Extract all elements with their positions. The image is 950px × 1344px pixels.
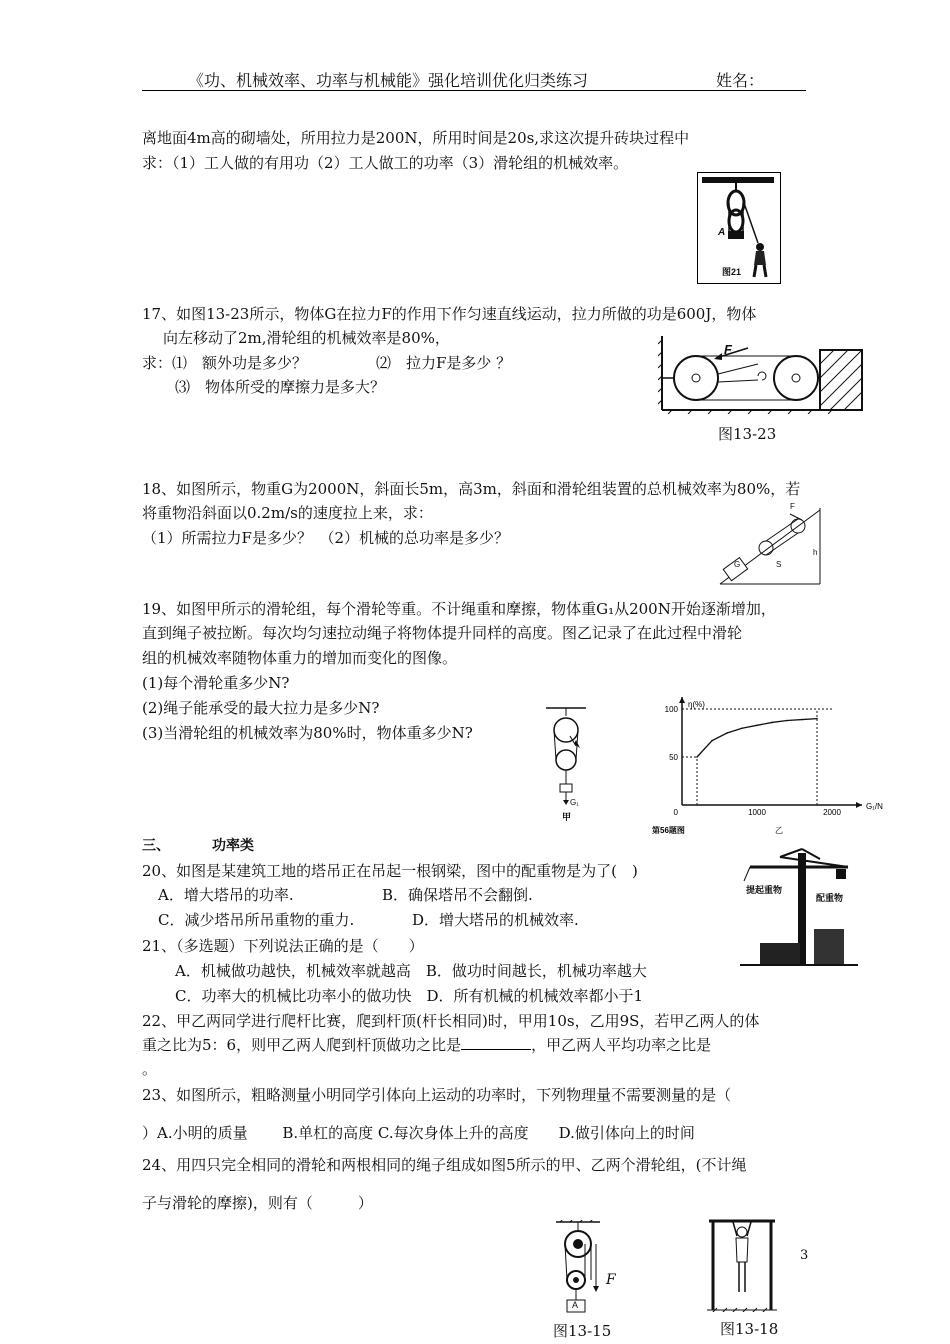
pull-up-illustration xyxy=(707,1218,777,1312)
chart-yi-label: 乙 xyxy=(775,826,783,835)
figure-13-18 xyxy=(707,1218,777,1312)
q21-line3: C．功率大的机械比功率小的做功快 D．所有机械的机械效率都小于1 xyxy=(175,987,644,1005)
efficiency-point xyxy=(741,727,743,729)
figure-jia-pulley xyxy=(540,704,592,822)
q18-line3: （1）所需拉力F是多少？ （2）机械的总功率是多少？ xyxy=(142,529,509,547)
chart-caption: 第56题图 xyxy=(652,826,685,835)
q20-optA: A．增大塔吊的功率. xyxy=(158,886,294,904)
fig1318-caption: 图13-18 xyxy=(720,1320,779,1338)
incline-g-label: G xyxy=(734,560,741,569)
jia-g1-label: G₁ xyxy=(570,798,579,807)
efficiency-chart-svg xyxy=(640,690,890,840)
q22-line1: 22、甲乙两同学进行爬杆比赛，爬到杆顶(杆长相同)时，甲用10s，乙用9S，若甲乙两人的体 xyxy=(142,1012,760,1030)
y-tick-50: 50 xyxy=(669,753,678,762)
q23-line1: 23、如图所示，粗略测量小明同学引体向上运动的功率时，下列物理量不需要测量的是（ xyxy=(142,1086,732,1104)
q22-line2 xyxy=(142,1034,711,1055)
q18-line1: 18、如图所示，物重G为2000N，斜面长5m，高3m，斜面和滑轮组装置的总机械效率为80%，若 xyxy=(142,480,801,498)
q22-line2b: ，甲乙两人平均功率之比是 xyxy=(531,1036,712,1054)
page-number: 3 xyxy=(800,1248,809,1263)
figure-21 xyxy=(697,172,781,284)
jia-pulley-illustration xyxy=(540,704,592,822)
q18-line2: 将重物沿斜面以0.2m/s的速度拉上来，求： xyxy=(142,504,433,522)
q22-answer-blank[interactable] xyxy=(461,1035,531,1050)
q19-line1: 19、如图甲所示的滑轮组，每个滑轮等重。不计绳重和摩擦，物体重G₁从200N开始逐渐增加， xyxy=(142,600,776,618)
fig1315-force-label: F xyxy=(606,1272,616,1288)
y-axis-arrow xyxy=(679,697,685,703)
q19-sub3: (3)当滑轮组的机械效率为80%时，物体重多少N? xyxy=(142,724,473,742)
y-axis-label: η(%) xyxy=(688,700,705,709)
incline-f-label: F xyxy=(790,502,795,511)
q21-line2: A．机械做功越快，机械效率就越高 B．做功时间越长，机械功率越大 xyxy=(175,962,647,980)
header-name-label: 姓名： xyxy=(716,71,765,90)
efficiency-point xyxy=(771,722,773,724)
q16-line2: 求：（1）工人做的有用功（2）工人做工的功率（3）滑轮组的机械效率。 xyxy=(142,154,629,172)
incline-h-label: h xyxy=(813,548,818,557)
fig1323-caption: 图13-23 xyxy=(718,425,777,443)
crane-weight-label: 配重物 xyxy=(816,893,844,903)
q19-sub1: (1)每个滑轮重多少N? xyxy=(142,674,290,692)
efficiency-point xyxy=(756,725,758,727)
x-tick-2000: 2000 xyxy=(823,808,841,817)
q19-line3: 组的机械效率随物体重力的增加而变化的图像。 xyxy=(142,649,458,667)
crane-lift-label: 提起重物 xyxy=(746,885,783,895)
section3-label: 三、 xyxy=(142,837,170,853)
efficiency-point xyxy=(726,732,728,734)
figure-incline xyxy=(716,502,826,588)
q17-line3a: 求：⑴ 额外功是多少？ xyxy=(142,354,308,372)
q22-line2a: 重之比为5：6，则甲乙两人爬到杆顶做功之比是 xyxy=(142,1036,462,1054)
q20-optD: D．增大塔吊的机械效率. xyxy=(412,911,579,929)
q19-line2: 直到绳子被拉断。每次均匀速拉动绳子将物体提升同样的高度。图乙记录了在此过程中滑轮 xyxy=(142,624,743,642)
y-tick-100: 100 xyxy=(664,705,678,714)
q24-line1: 24、用四只完全相同的滑轮和两根相同的绳子组成如图5所示的甲、乙两个滑轮组，(不计绳 xyxy=(142,1156,747,1174)
pulley-13-15-illustration xyxy=(550,1220,630,1314)
x-axis-label: G₁/N xyxy=(866,802,883,811)
q21-line1: 21、（多选题）下列说法正确的是（ ） xyxy=(142,937,424,955)
jia-label: 甲 xyxy=(562,812,572,822)
efficiency-point xyxy=(711,740,713,742)
q20-line1: 20、如图是某建筑工地的塔吊正在吊起一根钢梁，图中的配重物是为了( ) xyxy=(142,862,638,880)
fig21-label: 图21 xyxy=(722,267,742,277)
figure-13-15 xyxy=(550,1220,630,1314)
efficiency-point xyxy=(816,718,818,720)
q17-line2: 向左移动了2m,滑轮组的机械效率是80%， xyxy=(163,329,450,347)
incline-pulley-illustration xyxy=(716,502,826,588)
q17-line4: ⑶ 物体所受的摩擦力是多大？ xyxy=(175,378,386,396)
tower-crane-illustration xyxy=(740,845,858,970)
efficiency-point xyxy=(786,720,788,722)
fig1315-caption: 图13-15 xyxy=(553,1322,612,1340)
section3-title: 功率类 xyxy=(212,837,254,853)
efficiency-curve xyxy=(697,719,817,757)
q23-line2: ）A.小明的质量 B.单杠的高度 C.每次身体上升的高度 D.做引体向上的时间 xyxy=(142,1124,695,1142)
q22-line3: 。 xyxy=(142,1060,158,1078)
fig1315-block-label: A xyxy=(572,1300,579,1310)
efficiency-point xyxy=(696,756,698,758)
q19-sub2: (2)绳子能承受的最大拉力是多少N? xyxy=(142,699,380,717)
efficiency-point xyxy=(801,719,803,721)
q17-line1: 17、如图13-23所示，物体G在拉力F的作用下作匀速直线运动，拉力所做的功是600J，物体 xyxy=(142,305,757,323)
horizontal-pulley-illustration xyxy=(658,334,868,414)
efficiency-chart xyxy=(640,690,890,840)
q16-line1: 离地面4m高的砌墙处，所用拉力是200N，所用时间是20s,求这次提升砖块过程中 xyxy=(142,129,690,147)
x-axis-arrow xyxy=(856,802,862,808)
figure-13-23 xyxy=(658,334,868,414)
header-title: 《功、机械效率、功率与机械能》强化培训优化归类练习 xyxy=(188,71,589,90)
fig21-letter: A xyxy=(718,227,726,238)
x-tick-1000: 1000 xyxy=(748,808,766,817)
q20-optC: C．减少塔吊所吊重物的重力. xyxy=(158,911,355,929)
fig1323-force-label: F xyxy=(724,342,732,357)
q20-optB: B．确保塔吊不会翻倒. xyxy=(382,886,533,904)
q17-line3b: ⑵ 拉力F是多少 ？ xyxy=(376,354,512,372)
q24-line2: 子与滑轮的摩擦)，则有（ ） xyxy=(142,1194,373,1212)
figure-tower-crane xyxy=(740,845,858,970)
x-tick-0: 0 xyxy=(673,808,678,817)
incline-s-label: S xyxy=(776,560,782,569)
page-header xyxy=(142,62,806,91)
